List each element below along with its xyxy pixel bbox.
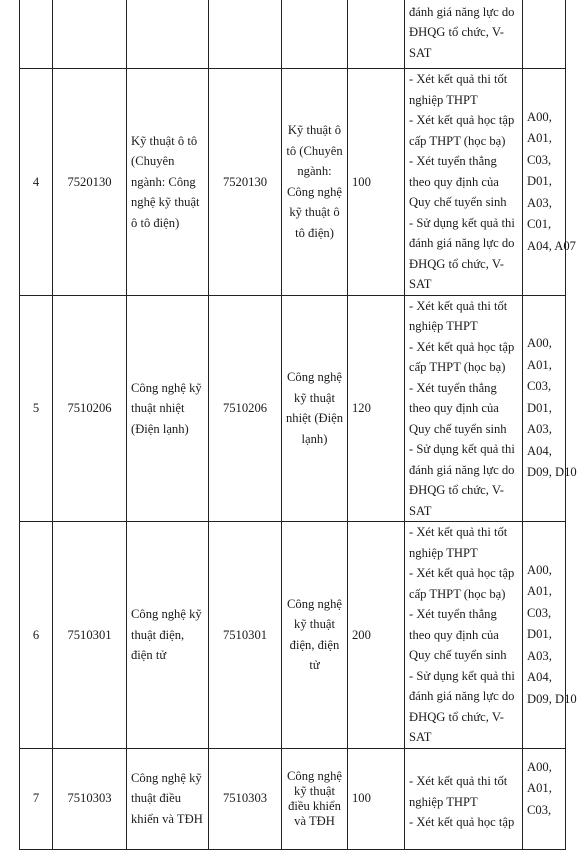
admission-method-line: Quy chế tuyển sinh (409, 195, 507, 209)
subject-combination-line: C03, (527, 802, 552, 817)
subject-combination-line: A01, (527, 131, 552, 145)
program-code-cell: 7510206 (209, 295, 282, 522)
admission-method-line: Quy chế tuyển sinh (409, 648, 507, 662)
subject-combination-line: A04, (527, 443, 552, 458)
subject-combination-line: D01, (527, 627, 552, 641)
major-name-cell (127, 295, 209, 522)
major-name-line: Công nghệ kỹ (131, 380, 202, 395)
major-code-cell: 7510206 (53, 295, 127, 522)
major-name-cell (127, 0, 209, 69)
major-code-cell: 7510301 (53, 522, 127, 749)
program-name-cell (282, 748, 348, 849)
major-code-cell (53, 0, 127, 69)
admission-methods-cell (405, 295, 523, 522)
admission-method-line: - Sử dụng kết quả thi (409, 442, 515, 456)
program-name-line: tô (Chuyên (286, 143, 343, 158)
program-name-cell (282, 69, 348, 296)
admission-method-line: - Xét kết quả học tập (409, 566, 515, 580)
admission-method-line: ĐHQG tổ chức, V- (409, 256, 504, 271)
major-name-line: thuật nhiệt (131, 401, 185, 415)
program-name-cell (282, 522, 348, 749)
program-code-cell (209, 0, 282, 69)
admission-method-line: cấp THPT (học bạ) (409, 360, 506, 374)
subject-combination-line: D09, D10 (527, 465, 577, 479)
admission-method-line: - Xét kết quả học tập (409, 339, 515, 354)
admission-method-line: nghiệp THPT (409, 794, 478, 809)
subject-combinations-cell (523, 748, 566, 849)
major-name-cell (127, 522, 209, 749)
subject-combinations-cell (523, 69, 576, 296)
row-number-cell: 5 (20, 295, 53, 522)
major-name-cell (127, 748, 209, 849)
major-name-line: thuật điện, (131, 627, 185, 642)
admission-method-line: - Xét tuyển thẳng (409, 154, 497, 168)
admission-method-line: - Xét kết quả học tập (409, 113, 515, 127)
admission-method-line: nghiệp THPT (409, 545, 478, 560)
admission-methods-cell (405, 522, 523, 749)
subject-combination-line: C03, (527, 605, 552, 620)
admission-method-line: - Xét kết quả học tập (409, 815, 515, 830)
program-name-cell (282, 0, 348, 69)
table-row (20, 69, 566, 296)
subject-combination-line: C03, (527, 152, 552, 167)
admission-method-line: SAT (409, 503, 432, 518)
row-number-cell (20, 0, 53, 69)
admission-method-line: nghiệp THPT (409, 319, 478, 333)
major-name-line: ngành: Công (131, 174, 196, 189)
quota-cell: 200 (348, 522, 405, 749)
major-name-line: điện tử (131, 648, 167, 662)
subject-combinations-cell (523, 0, 566, 69)
program-code-cell: 7510303 (209, 748, 282, 849)
program-name-line: điều khiển (288, 798, 341, 813)
admission-method-line: ĐHQG tổ chức, V- (409, 709, 504, 724)
admissions-table (19, 0, 577, 850)
admission-method-line: - Xét kết quả thi tốt (409, 72, 508, 86)
admission-method-line: - Xét tuyển thẳng (409, 607, 497, 621)
admission-method-line: - Sử dụng kết quả thi (409, 668, 515, 683)
program-name-line: tử (309, 658, 320, 673)
admission-method-line: Quy chế tuyển sinh (409, 421, 507, 436)
major-name-line: Công nghệ kỹ (131, 770, 202, 785)
program-name-line: Công nghệ (287, 184, 342, 199)
subject-combination-line: A01, (527, 781, 552, 795)
program-name-cell (282, 295, 348, 522)
program-name-line: lạnh) (301, 431, 328, 446)
row-number-cell: 6 (20, 522, 53, 749)
program-name-line: kỹ thuật (294, 617, 335, 632)
admission-method-line: SAT (409, 277, 432, 291)
program-name-line: Công nghệ (287, 370, 342, 385)
table-row (20, 522, 566, 749)
subject-combination-line: A00, (527, 759, 552, 774)
program-name-line: kỹ thuật (294, 783, 335, 798)
program-name-line: Kỹ thuật ô (287, 123, 342, 138)
admission-method-line: theo quy định của (409, 401, 499, 415)
admission-method-line: đánh giá năng lực do (409, 4, 515, 19)
admission-method-line: - Xét kết quả thi tốt (409, 774, 508, 789)
major-name-line: thuật điều (131, 791, 182, 806)
admission-methods-cell (405, 748, 523, 849)
subject-combination-line: C01, (527, 217, 552, 231)
subject-combinations-cell (523, 522, 577, 749)
program-name-line: Công nghệ (287, 596, 342, 611)
subject-combination-line: A03, (527, 195, 552, 210)
quota-cell: 100 (348, 69, 405, 296)
admission-methods-cell (405, 69, 523, 296)
table-row (20, 748, 566, 849)
admission-method-line: đánh giá năng lực do (409, 236, 515, 250)
major-name-line: nghệ kỹ thuật (131, 195, 200, 209)
subject-combination-line: A00, (527, 562, 552, 577)
subject-combination-line: A03, (527, 648, 552, 663)
row-number-cell: 7 (20, 748, 53, 849)
admission-method-line: - Sử dụng kết quả thi (409, 215, 515, 230)
program-name-line: điện, điện (289, 637, 340, 652)
program-name-line: và TĐH (294, 813, 335, 828)
subject-combination-line: A01, (527, 584, 552, 598)
program-code-cell: 7520130 (209, 69, 282, 296)
program-name-line: kỹ thuật ô (289, 205, 340, 220)
major-name-line: ô tô điện) (131, 215, 180, 230)
major-name-line: khiển và TĐH (131, 811, 203, 826)
admission-method-line: ĐHQG tổ chức, V- (409, 25, 504, 40)
program-name-line: Công nghệ (287, 768, 342, 783)
major-name-line: Kỹ thuật ô tô (131, 133, 198, 148)
subject-combination-line: C03, (527, 379, 552, 393)
admission-method-line: cấp THPT (học bạ) (409, 133, 506, 148)
program-name-line: kỹ thuật (294, 390, 335, 405)
table-row (20, 0, 566, 69)
quota-cell: 120 (348, 295, 405, 522)
table-body (20, 0, 577, 849)
quota-cell (348, 0, 405, 69)
subject-combination-line: A00, (527, 109, 552, 124)
subject-combinations-cell (523, 295, 577, 522)
admission-method-line: đánh giá năng lực do (409, 689, 515, 703)
program-code-cell: 7510301 (209, 522, 282, 749)
program-name-line: nhiệt (Điện (286, 411, 344, 426)
subject-combination-line: A01, (527, 357, 552, 372)
subject-combination-line: A00, (527, 336, 552, 350)
admission-method-line: theo quy định của (409, 627, 499, 642)
admission-method-line: - Xét tuyển thẳng (409, 380, 497, 395)
program-name-line: tô điện) (295, 225, 334, 240)
major-name-line: (Chuyên (131, 154, 175, 168)
major-name-cell (127, 69, 209, 296)
subject-combination-line: D09, D10 (527, 691, 577, 706)
major-name-line: (Điện lạnh) (131, 421, 189, 436)
major-name-line: Công nghệ kỹ (131, 607, 202, 621)
admission-methods-cell (405, 0, 523, 69)
quota-cell: 100 (348, 748, 405, 849)
admission-method-line: đánh giá năng lực do (409, 462, 515, 477)
major-code-cell: 7520130 (53, 69, 127, 296)
program-name-line: ngành: (297, 164, 332, 179)
table-row (20, 295, 566, 522)
subject-combination-line: A04, (527, 670, 552, 684)
subject-combination-line: D01, (527, 174, 552, 188)
admission-method-line: - Xét kết quả thi tốt (409, 525, 508, 539)
major-code-cell: 7510303 (53, 748, 127, 849)
admission-method-line: SAT (409, 730, 432, 744)
admission-method-line: - Xét kết quả thi tốt (409, 298, 508, 313)
admission-method-line: cấp THPT (học bạ) (409, 586, 506, 601)
subject-combination-line: D01, (527, 400, 552, 415)
row-number-cell: 4 (20, 69, 53, 296)
admission-method-line: SAT (409, 45, 432, 60)
subject-combination-line: A04, A07 (527, 238, 576, 253)
admission-method-line: nghiệp THPT (409, 92, 478, 107)
subject-combination-line: A03, (527, 422, 552, 436)
admission-method-line: theo quy định của (409, 174, 499, 189)
admission-method-line: ĐHQG tổ chức, V- (409, 483, 504, 497)
